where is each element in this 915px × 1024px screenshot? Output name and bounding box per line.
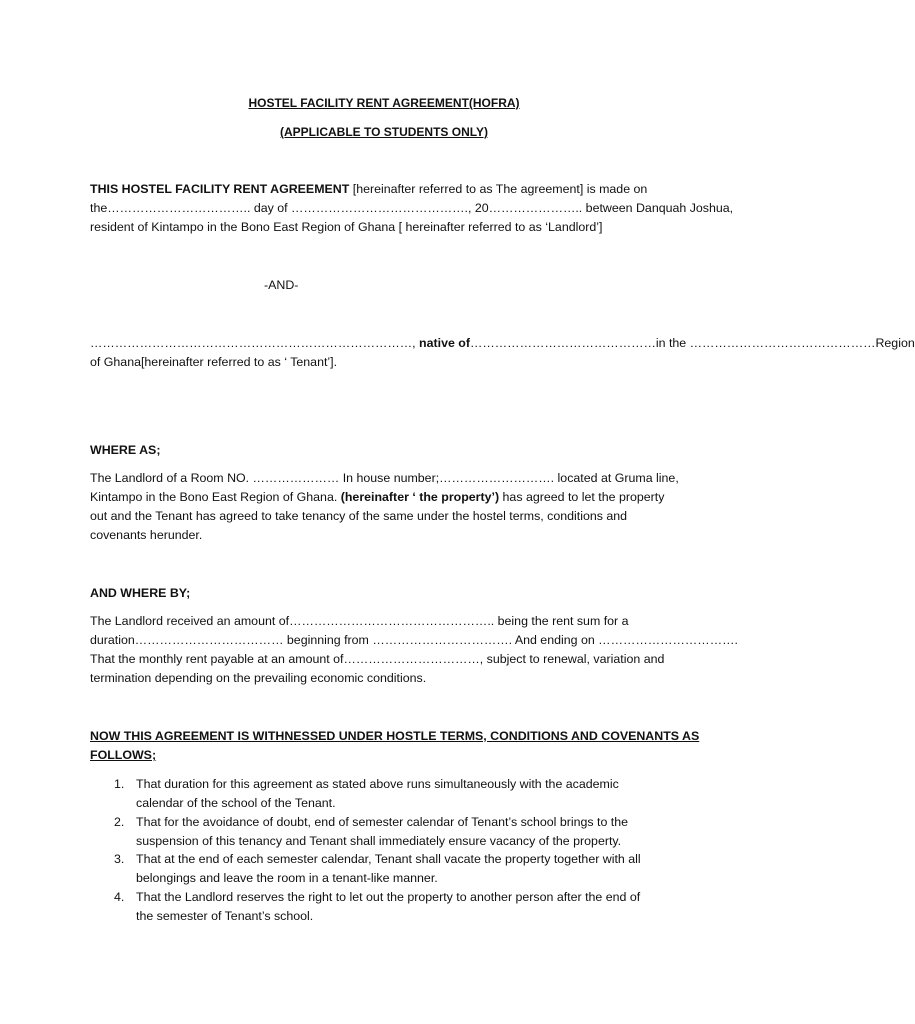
intro-bold-lead: THIS HOSTEL FACILITY RENT AGREEMENT [90, 182, 350, 196]
where-as-line-3: out and the Tenant has agreed to take tenancy of the same under the hostel terms, conditions and [90, 509, 628, 523]
list-item-line: belongings and leave the room in a tenant-like manner. [136, 871, 438, 885]
intro-line-2: the…………………………….. day of ……………………………………., 20………………….. between Danquah Joshua, [90, 201, 734, 215]
intro-line-3: resident of Kintampo in the Bono East Region of Ghana [ hereinafter referred to as ‘Landlord’] [90, 220, 603, 234]
list-item-line: the semester of Tenant’s school. [136, 909, 314, 923]
where-as-line-1: The Landlord of a Room NO. ………………… In house number;………………………. located at Gruma line, [90, 471, 679, 485]
list-item-line: calendar of the school of the Tenant. [136, 796, 336, 810]
list-item-number: 2. [114, 815, 125, 829]
and-where-by-heading: AND WHERE BY; [90, 586, 191, 600]
where-as-line-2-a: Kintampo in the Bono East Region of Ghana. [90, 490, 341, 504]
and-where-by-line-1: The Landlord received an amount of………………………………………….. being the rent sum for a [90, 614, 629, 628]
where-as-line-2 [90, 488, 664, 507]
tenant-line-1 [90, 334, 915, 353]
where-as-heading: WHERE AS; [90, 443, 161, 457]
tenant-line-2: of Ghana[hereinafter referred to as ‘ Tenant’]. [90, 355, 338, 369]
and-where-by-line-4: termination depending on the prevailing economic conditions. [90, 671, 427, 685]
native-of-label: native of [419, 336, 470, 350]
list-item-line: suspension of this tenancy and Tenant shall immediately ensure vacancy of the property. [136, 834, 622, 848]
and-where-by-line-3: That the monthly rent payable at an amount of……………………………, subject to renewal, variation and [90, 652, 665, 666]
list-item-number: 3. [114, 852, 125, 866]
intro-line-1 [90, 180, 647, 199]
list-item-number: 4. [114, 890, 125, 904]
terms-heading-line-2: FOLLOWS; [90, 748, 157, 762]
and-where-by-line-2: duration……………………………… beginning from ……………………………. And ending on ……………………………. [90, 633, 738, 647]
list-item-line: That duration for this agreement as stated above runs simultaneously with the academic [136, 777, 619, 791]
intro-line-1-rest: [hereinafter referred to as The agreement] is made on [349, 182, 648, 196]
document-title: HOSTEL FACILITY RENT AGREEMENT(HOFRA) [248, 96, 520, 110]
list-item-number: 1. [114, 777, 125, 791]
tenant-origin-blanks: ………………………………………in the ………………………………………Region [470, 336, 915, 350]
list-item-line: That the Landlord reserves the right to let out the property to another person after the end of [136, 890, 641, 904]
list-item-line: That at the end of each semester calendar, Tenant shall vacate the property together with all [136, 852, 641, 866]
document-subtitle: (APPLICABLE TO STUDENTS ONLY) [279, 125, 488, 139]
list-item-line: That for the avoidance of doubt, end of semester calendar of Tenant’s school brings to the [136, 815, 629, 829]
tenant-name-blank: ……………………………………………………………………, [90, 336, 420, 350]
where-as-line-2-b: has agreed to let the property [499, 490, 665, 504]
where-as-line-4: covenants herunder. [90, 528, 203, 542]
property-definition: (hereinafter ‘ the property’) [340, 490, 500, 504]
and-separator: -AND- [264, 278, 299, 292]
terms-heading-line-1: NOW THIS AGREEMENT IS WITHNESSED UNDER HOSTLE TERMS, CONDITIONS AND COVENANTS AS [90, 729, 700, 743]
